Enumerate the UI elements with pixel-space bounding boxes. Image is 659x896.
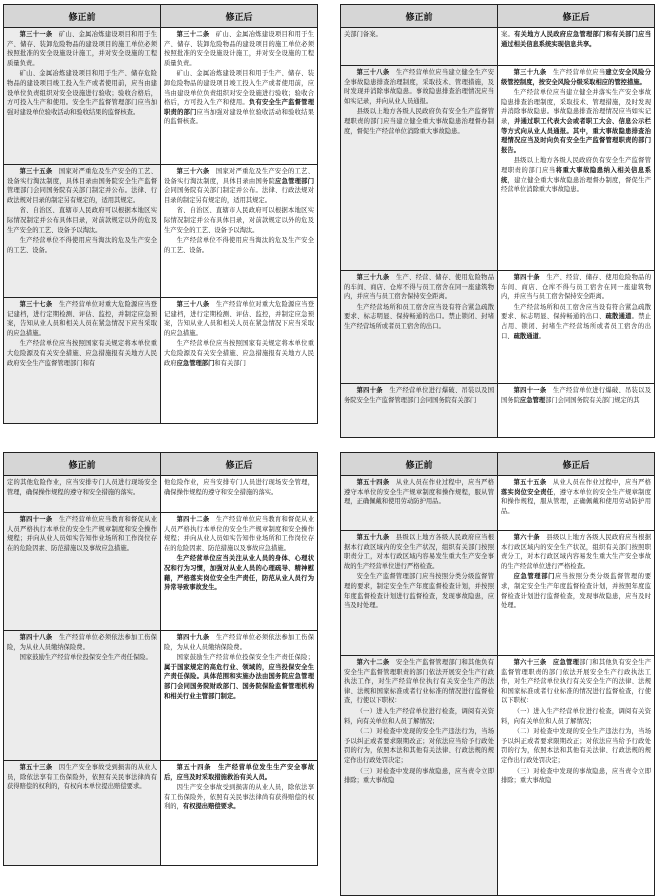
original-text-cell [341, 28, 498, 66]
paragraph-text: 矿山、金属冶炼建设项目和用于生产、储存、装卸危险物品的建设项目竣工投入生产或者使用前，应当由建设单位负责组织对安全设施进行验收；验收合格后，方可投入生产和使用。 [164, 70, 314, 107]
paragraph-text: 矿山、金属冶炼建设项目和用于生产、储存、装卸危险物品的建设项目的施工单位必须按照批准的安全设施设计施工，并对安全设施的工程质量负责。 [164, 31, 315, 67]
paragraph-text: 从业人员在作业过程中，应当严格遵守本单位的安全生产规章制度和操作规程，服从管理，正确佩戴和使用劳动防护用品。 [344, 479, 495, 506]
paragraph-text: 县级以上地方各级人民政府负有安全生产监督管理职责的部门应当建立健全重大事故隐患治理督办制度，督促生产经营单位消除重大事故隐患。 [344, 108, 494, 135]
article-paragraph [7, 206, 157, 235]
paragraph-text: 生产经营单位进行爆破、吊装以及国务院 [501, 387, 652, 404]
paragraph-text: 国家鼓励生产经营单位投保安全生产责任保险； [176, 654, 314, 662]
paragraph-text: 应当按照分类分级监督管理的要求，制定安全生产年度监督检查计划，并按照年度监督检查计划进行监督检查，发现事故隐患，应当及时处理。 [501, 573, 652, 610]
amended-text: 应急管理部门 [275, 177, 315, 185]
header-after: 修正后 [498, 5, 655, 28]
header-after: 修正后 [498, 453, 655, 476]
amended-text: 生产经营单位发生生产安全事故后，应当及时采取措施救治有关人员。 [164, 764, 315, 781]
article-paragraph [501, 273, 651, 302]
article-paragraph [501, 707, 651, 726]
paragraph-text: 关部门备案。 [344, 31, 382, 38]
article-paragraph [164, 300, 314, 338]
article-paragraph [344, 658, 494, 706]
original-text-cell [341, 271, 498, 384]
article-number: 第三十七条 [19, 301, 53, 308]
comparison-row [4, 513, 318, 631]
article-number: 第五十四条 [176, 764, 212, 771]
article-paragraph [344, 107, 494, 136]
article-paragraph [164, 206, 314, 235]
paragraph-text: （三）对检查中发现的事故隐患，应当责令立即排除；重大事故隐 [344, 767, 494, 785]
paragraph-text: 和有关部门 [214, 359, 246, 367]
paragraph-text: （二）对检查中发现的安全生产违法行为，当场予以纠正或者要求限期改正；对依法应当给予行政处罚的行为，依照本法和其他有关法律、行政法规的规定作出行政处罚决定； [501, 728, 651, 764]
amended-text: 应急管理 [519, 396, 546, 404]
article-paragraph [501, 386, 651, 405]
article-number: 第三十六条 [176, 168, 210, 175]
article-number: 第四十条 [513, 274, 540, 281]
comparison-row [341, 384, 655, 438]
article-paragraph [164, 554, 314, 592]
article-paragraph [164, 236, 314, 255]
article-paragraph [501, 767, 651, 786]
article-paragraph [164, 339, 314, 368]
paragraph-text: 生产经营单位进行爆破、吊装以及国务院安全生产监督管理部门会同国务院有关部门 [344, 387, 495, 404]
original-text-cell [4, 298, 161, 424]
comparison-row [4, 165, 318, 298]
revised-text-cell [161, 165, 318, 298]
panel-4 [340, 452, 655, 892]
paragraph-text: 生产经营单位应当建立健全生产安全事故隐患排查治理制度，采取技术、管理措施，及时发现并消除事故隐患。事故隐患排查治理情况应当如实记录，并向从业人员通报。 [344, 69, 495, 105]
article-paragraph [164, 69, 314, 127]
original-text-cell [341, 384, 498, 438]
revised-text-cell [161, 28, 318, 165]
article-paragraph [501, 88, 651, 155]
paragraph-text: 矿山、金属冶炼建设项目和用于生产、储存危险物品的建设项目竣工投入生产或者使用前，应当由建设单位负责组织对安全设施进行验收；验收合格后，方可投入生产和使用。安全生产监督管理部门应当加强对建设单位验收活动和验收结果的监督核查。 [7, 70, 157, 116]
article-number: 第五十五条 [513, 479, 547, 486]
paragraph-text: 国家对严重危及生产安全的工艺、设备实行淘汰制度，具体目录由国务院安全生产监督管理部门会同国务院有关部门制定并公布。法律、行政法规对目录的制定另有规定的，适用其规定。 [7, 168, 158, 204]
comparison-row [341, 28, 655, 66]
article-paragraph [7, 339, 157, 368]
panel-3 [3, 452, 318, 892]
revised-text-cell [498, 384, 655, 438]
article-paragraph [501, 727, 651, 765]
article-paragraph [344, 386, 494, 405]
article-paragraph [501, 658, 651, 706]
article-paragraph [164, 763, 314, 782]
amended-text: 有权提出赔偿要求。 [182, 803, 240, 811]
paragraph-text: （一）进入生产经营单位进行检查，调阅有关资料，向有关单位和人员了解情况； [344, 707, 494, 725]
paragraph-text: 。 [538, 332, 546, 340]
amended-text: 负有安全生产监督管理职责的部门 [164, 99, 315, 116]
paragraph-text: 省、自治区、直辖市人民政府可以根据本地区实际情况制定并公布具体目录，对前款规定以外的危及生产安全的工艺、设备予以淘汰。 [164, 207, 314, 234]
revised-text-cell [498, 476, 655, 531]
paragraph-text: 部门会同国务院有关部门规定的其 [545, 396, 640, 404]
paragraph-text: 案。 [501, 31, 515, 38]
paragraph-text: 生产经营单位应当教育和督促从业人员严格执行本单位的安全生产规章制度和安全操作规程；并向从业人员如实告知作业场所和工作岗位存在的危险因素、防范措施以及事故应急措施。 [164, 516, 315, 552]
paragraph-text: 县级以上地方各级人民政府应当根据本行政区域内的安全生产状况，组织有关部门按照职责分工，对本行政区域内容易发生重大生产安全事故的生产经营单位进行严格检查。 [344, 534, 495, 570]
article-number: 第三十八条 [176, 301, 210, 308]
article-paragraph [501, 533, 651, 571]
article-number: 第六十条 [513, 534, 540, 541]
header-before: 修正前 [4, 5, 161, 28]
article-paragraph [164, 30, 314, 68]
article-paragraph [7, 633, 157, 652]
article-number: 第四十条 [356, 387, 383, 394]
revised-text-cell [161, 631, 318, 761]
header-after: 修正后 [161, 5, 318, 28]
revised-text-cell [498, 271, 655, 384]
article-paragraph [7, 653, 157, 663]
article-paragraph [344, 30, 494, 40]
paragraph-text: 从业人员在作业过程中，应当严格 [552, 479, 652, 486]
article-paragraph [344, 273, 494, 302]
amended-text: 应急管理部门 [176, 359, 215, 367]
paragraph-text: （一）进入生产经营单位进行检查，调阅有关资料，向有关单位和人员了解情况； [501, 707, 651, 725]
revised-text-cell [498, 531, 655, 656]
article-paragraph [7, 763, 157, 792]
original-text-cell [341, 66, 498, 271]
paragraph-text: ，建立健全重大事故隐患治理督办制度，督促生产经营单位消除重大事故隐患。 [501, 176, 652, 194]
article-paragraph [164, 653, 314, 701]
paragraph-text: 生产经营单位不得使用应当淘汰的危及生产安全的工艺、设备。 [7, 237, 157, 254]
amended-text: 疏散通道 [605, 313, 632, 321]
paragraph-text: 矿山、金属冶炼建设项目和用于生产、储存、装卸危险物品的建设项目的施工单位必须按照批准的安全设施设计施工，并对安全设施的工程质量负责。 [7, 31, 158, 67]
paragraph-text: 生产经营单位不得使用应当淘汰的危及生产安全的工艺、设备。 [164, 237, 314, 254]
paragraph-text: 他危险作业，应当安排专门人员进行现场安全管理，确保操作规程的遵守和安全措施的落实。 [164, 479, 314, 496]
paragraph-text: 国家鼓励生产经营单位投保安全生产责任保险。 [19, 654, 152, 662]
paragraph-text: 生产经营单位必须依法参加工伤保险，为从业人员缴纳保险费。 [7, 634, 158, 651]
revised-text-cell [161, 476, 318, 513]
article-paragraph [344, 767, 494, 786]
article-paragraph [344, 478, 494, 507]
amended-text: 应急管理 [552, 659, 580, 666]
article-number: 第三十五条 [19, 168, 53, 175]
paragraph-text: 国家对严重危及生产安全的工艺、设备实行淘汰制度，具体目录由国务院 [164, 168, 315, 185]
original-text-cell [4, 28, 161, 165]
article-paragraph [344, 572, 494, 610]
amended-text: 属于国家规定的高危行业、领域的，应当投保安全生产责任保险。具体范围和实施办法由国务院应急管理部门会同国务院财政部门、国务院保险监督管理机构和相关行业主管部门制定。 [164, 663, 314, 700]
article-number: 第三十一条 [19, 31, 53, 38]
article-number: 第五十三条 [19, 764, 53, 771]
paragraph-text: 。禁止占用、锁闭、封堵生产经营场所或者员工宿舍的出口、 [501, 313, 652, 340]
paragraph-text: 因生产安全事故受到损害的从业人员，除依法享有工伤保险外，依照有关民事法律尚有获得赔偿的权利的，有权向本单位提出赔偿要求。 [7, 764, 158, 791]
panel-1 [3, 4, 318, 434]
article-paragraph [164, 633, 314, 652]
amended-text: 疏散通道 [513, 332, 539, 340]
comparison-row [4, 631, 318, 761]
revised-text-cell [161, 298, 318, 424]
paragraph-text: 会同国务院有关部门制定并公布。法律、行政法规对目录的制定另有规定的，适用其规定。 [164, 187, 314, 204]
paragraph-text: 部门和其他负有安全生产监督管理职责的部门依法开展安全生产行政执法工作，对生产经营单位执行有关安全生产的法律、法规和国家标准或者行业标准的情况进行监督检查，行使以下职权： [501, 659, 652, 705]
paragraph-text: 安全生产监督管理部门应当按照分类分级监督管理的要求，制定安全生产年度监督检查计划，并按照年度监督检查计划进行监督检查，发现事故隐患，应当及时处理。 [344, 573, 494, 610]
paragraph-text: 省、自治区、直辖市人民政府可以根据本地区实际情况制定并公布具体目录，对前款规定以外的危及生产安全的工艺、设备予以淘汰。 [7, 207, 157, 234]
comparison-row [341, 476, 655, 531]
article-number: 第四十一条 [513, 387, 547, 394]
comparison-row [341, 66, 655, 271]
revised-text-cell [498, 66, 655, 271]
amended-text: 应急管理部门 [513, 573, 555, 581]
revised-text-cell [498, 28, 655, 66]
paragraph-text: 生产经营单位必须依法参加工伤保险，为从业人员缴纳保险费。 [164, 634, 315, 651]
header-before: 修正前 [4, 453, 161, 476]
article-paragraph [344, 707, 494, 726]
article-paragraph [344, 727, 494, 765]
article-paragraph [344, 303, 494, 332]
comparison-row [341, 271, 655, 384]
article-number: 第三十二条 [176, 31, 210, 38]
article-number: 第四十一条 [19, 516, 53, 523]
paragraph-text: 生产经营单位应当 [552, 69, 606, 76]
amended-text: 有关地方人民政府应急管理部门和有关部门应当通过相关信息系统实现信息共享。 [501, 31, 652, 48]
comparison-row [4, 761, 318, 866]
article-paragraph [164, 783, 314, 812]
paragraph-text: 生产、经营、储存、使用危险物品的车间、商店、仓库不得与员工宿舍在同一座建筑物内，并应当与员工宿舍保持安全距离。 [501, 274, 652, 301]
article-paragraph [344, 68, 494, 106]
amended-text: 落实岗位安全责任 [501, 488, 554, 496]
comparison-row [4, 476, 318, 513]
amended-text: 将重大事故隐患纳入相关信息系统 [501, 166, 652, 184]
original-text-cell [4, 631, 161, 761]
article-paragraph [164, 478, 314, 497]
article-number: 第三十九条 [513, 69, 547, 76]
article-paragraph [501, 478, 651, 516]
header-after: 修正后 [161, 453, 318, 476]
original-text-cell [341, 656, 498, 896]
paragraph-text: 定的其他危险作业，应当安排专门人员进行现场安全管理，确保操作规程的遵守和安全措施的落实。 [7, 479, 157, 496]
article-paragraph [344, 533, 494, 571]
article-paragraph [501, 303, 651, 341]
article-paragraph [7, 167, 157, 205]
paragraph-text: 生产经营场所和员工宿舍应当设有符合紧急疏散要求、标志明显、保持畅通的出口、 [501, 303, 651, 321]
article-number: 第四十二条 [176, 516, 210, 523]
article-paragraph [501, 156, 651, 194]
article-number: 第四十八条 [19, 634, 53, 641]
article-number: 第三十八条 [356, 69, 390, 76]
original-text-cell [341, 476, 498, 531]
paragraph-text: 生产经营单位应当按照国家有关规定将本单位重大危险源及有关安全措施、应急措施报有关地方人民政府 [164, 340, 314, 367]
article-paragraph [7, 300, 157, 338]
revised-text-cell [161, 513, 318, 631]
paragraph-text: 生产经营场所和员工宿舍应当设有符合紧急疏散要求、标志明显、保持畅通的出口。禁止锁闭、封堵生产经营场所或者员工宿舍的出口。 [344, 303, 494, 330]
comparison-row [341, 531, 655, 656]
original-text-cell [4, 476, 161, 513]
header-before: 修正前 [341, 5, 498, 28]
article-number: 第五十九条 [356, 534, 390, 541]
original-text-cell [341, 531, 498, 656]
paragraph-text: 生产、经营、储存、使用危险物品的车间、商店、仓库不得与员工宿舍在同一座建筑物内，并应当与员工宿舍保持安全距离。 [344, 274, 495, 301]
comparison-row [341, 656, 655, 896]
paragraph-text: ，遵守本单位的安全生产规章制度和操作规程，服从管理，正确佩戴和使用劳动防护用品。 [501, 488, 652, 515]
amended-text: 生产经营单位应当关注从业人员的身体、心理状况和行为习惯，加强对从业人员的心理疏导、精神慰藉，严格落实岗位安全生产责任，防范从业人员行为异常导致事故发生。 [164, 555, 314, 592]
panel-2 [340, 4, 655, 434]
paragraph-text: （二）对检查中发现的安全生产违法行为，当场予以纠正或者要求限期改正；对依法应当给予行政处罚的行为，依照本法和其他有关法律、行政法规的规定作出行政处罚决定； [344, 728, 494, 764]
header-before: 修正前 [341, 453, 498, 476]
paragraph-text: 生产经营单位应当按照国家有关规定将本单位重大危险源及有关安全措施、应急措施报有关地方人民政府安全生产监督管理部门和有 [7, 340, 157, 367]
paragraph-text: 安全生产监督管理部门和其他负有安全生产监督管理职责的部门依法开展安全生产行政执法工作，对生产经营单位执行有关安全生产的法律、法规和国家标准或者行业标准的情况进行监督检查，行使以下职权： [344, 659, 495, 705]
amended-text: 建立安全风险分级管控制度，按安全风险分级采取相应的管控措施。 [501, 69, 652, 86]
article-number: 第四十九条 [176, 634, 210, 641]
paragraph-text: 应当加强对建设单位验收活动和验收结果的监督核查。 [164, 108, 315, 126]
article-number: 第六十二条 [356, 659, 390, 666]
paragraph-text: 因生产安全事故受到损害的从业人员，除依法享有工伤保险外，依照有关民事法律尚有获得赔偿的权利的， [164, 784, 314, 811]
article-paragraph [164, 515, 314, 553]
article-paragraph [501, 30, 651, 49]
paragraph-text: 生产经营单位对重大危险源应当登记建档，进行定期检测、评估、监控，并制定应急预案，告知从业人员和相关人员在紧急情况下应当采取的应急措施。 [164, 301, 315, 337]
paragraph-text: 县级以上地方各级人民政府负有安全生产监督管理职责的部门应当 [501, 157, 651, 174]
revised-text-cell [161, 761, 318, 866]
original-text-cell [4, 761, 161, 866]
original-text-cell [4, 513, 161, 631]
article-paragraph [7, 515, 157, 553]
paragraph-text: 生产经营单位应当建立健全并落实生产安全事故隐患排查治理制度，采取技术、管理措施，及时发现并消除事故隐患。事故隐患排查治理情况应当如实记录， [501, 89, 651, 125]
article-paragraph [501, 572, 651, 610]
article-paragraph [7, 478, 157, 497]
comparison-row [4, 28, 318, 165]
paragraph-text: 县级以上地方各级人民政府应当根据本行政区域内的安全生产状况，组织有关部门按照职责分工，对本行政区域内容易发生重大生产安全事故的生产经营单位进行严格检查。 [501, 534, 652, 570]
paragraph-text: （三）对检查中发现的事故隐患，应当责令立即排除；重大事故隐 [501, 767, 651, 785]
article-paragraph [7, 69, 157, 117]
original-text-cell [4, 165, 161, 298]
article-number: 第三十九条 [356, 274, 390, 281]
revised-text-cell [498, 656, 655, 896]
article-paragraph [7, 236, 157, 255]
paragraph-text: 生产经营单位对重大危险源应当登记建档，进行定期检测、评估、监控，并制定应急预案，告知从业人员和相关人员在紧急情况下应当采取的应急措施。 [7, 301, 158, 337]
comparison-row [4, 298, 318, 424]
article-number: 第六十三条 [513, 659, 547, 666]
article-paragraph [7, 30, 157, 68]
article-paragraph [164, 167, 314, 205]
paragraph-text: 生产经营单位应当教育和督促从业人员严格执行本单位的安全生产规章制度和安全操作规程；并向从业人员如实告知作业场所和工作岗位存在的危险因素、防范措施以及事故应急措施。 [7, 516, 158, 552]
article-paragraph [501, 68, 651, 87]
amended-text: 并通过职工代表大会或者职工大会、信息公示栏等方式向从业人员通报。其中，重大事故隐患排查治理情况应当及时向负有安全生产监督管理职责的部门报告。 [501, 117, 652, 154]
article-number: 第五十四条 [356, 479, 390, 486]
